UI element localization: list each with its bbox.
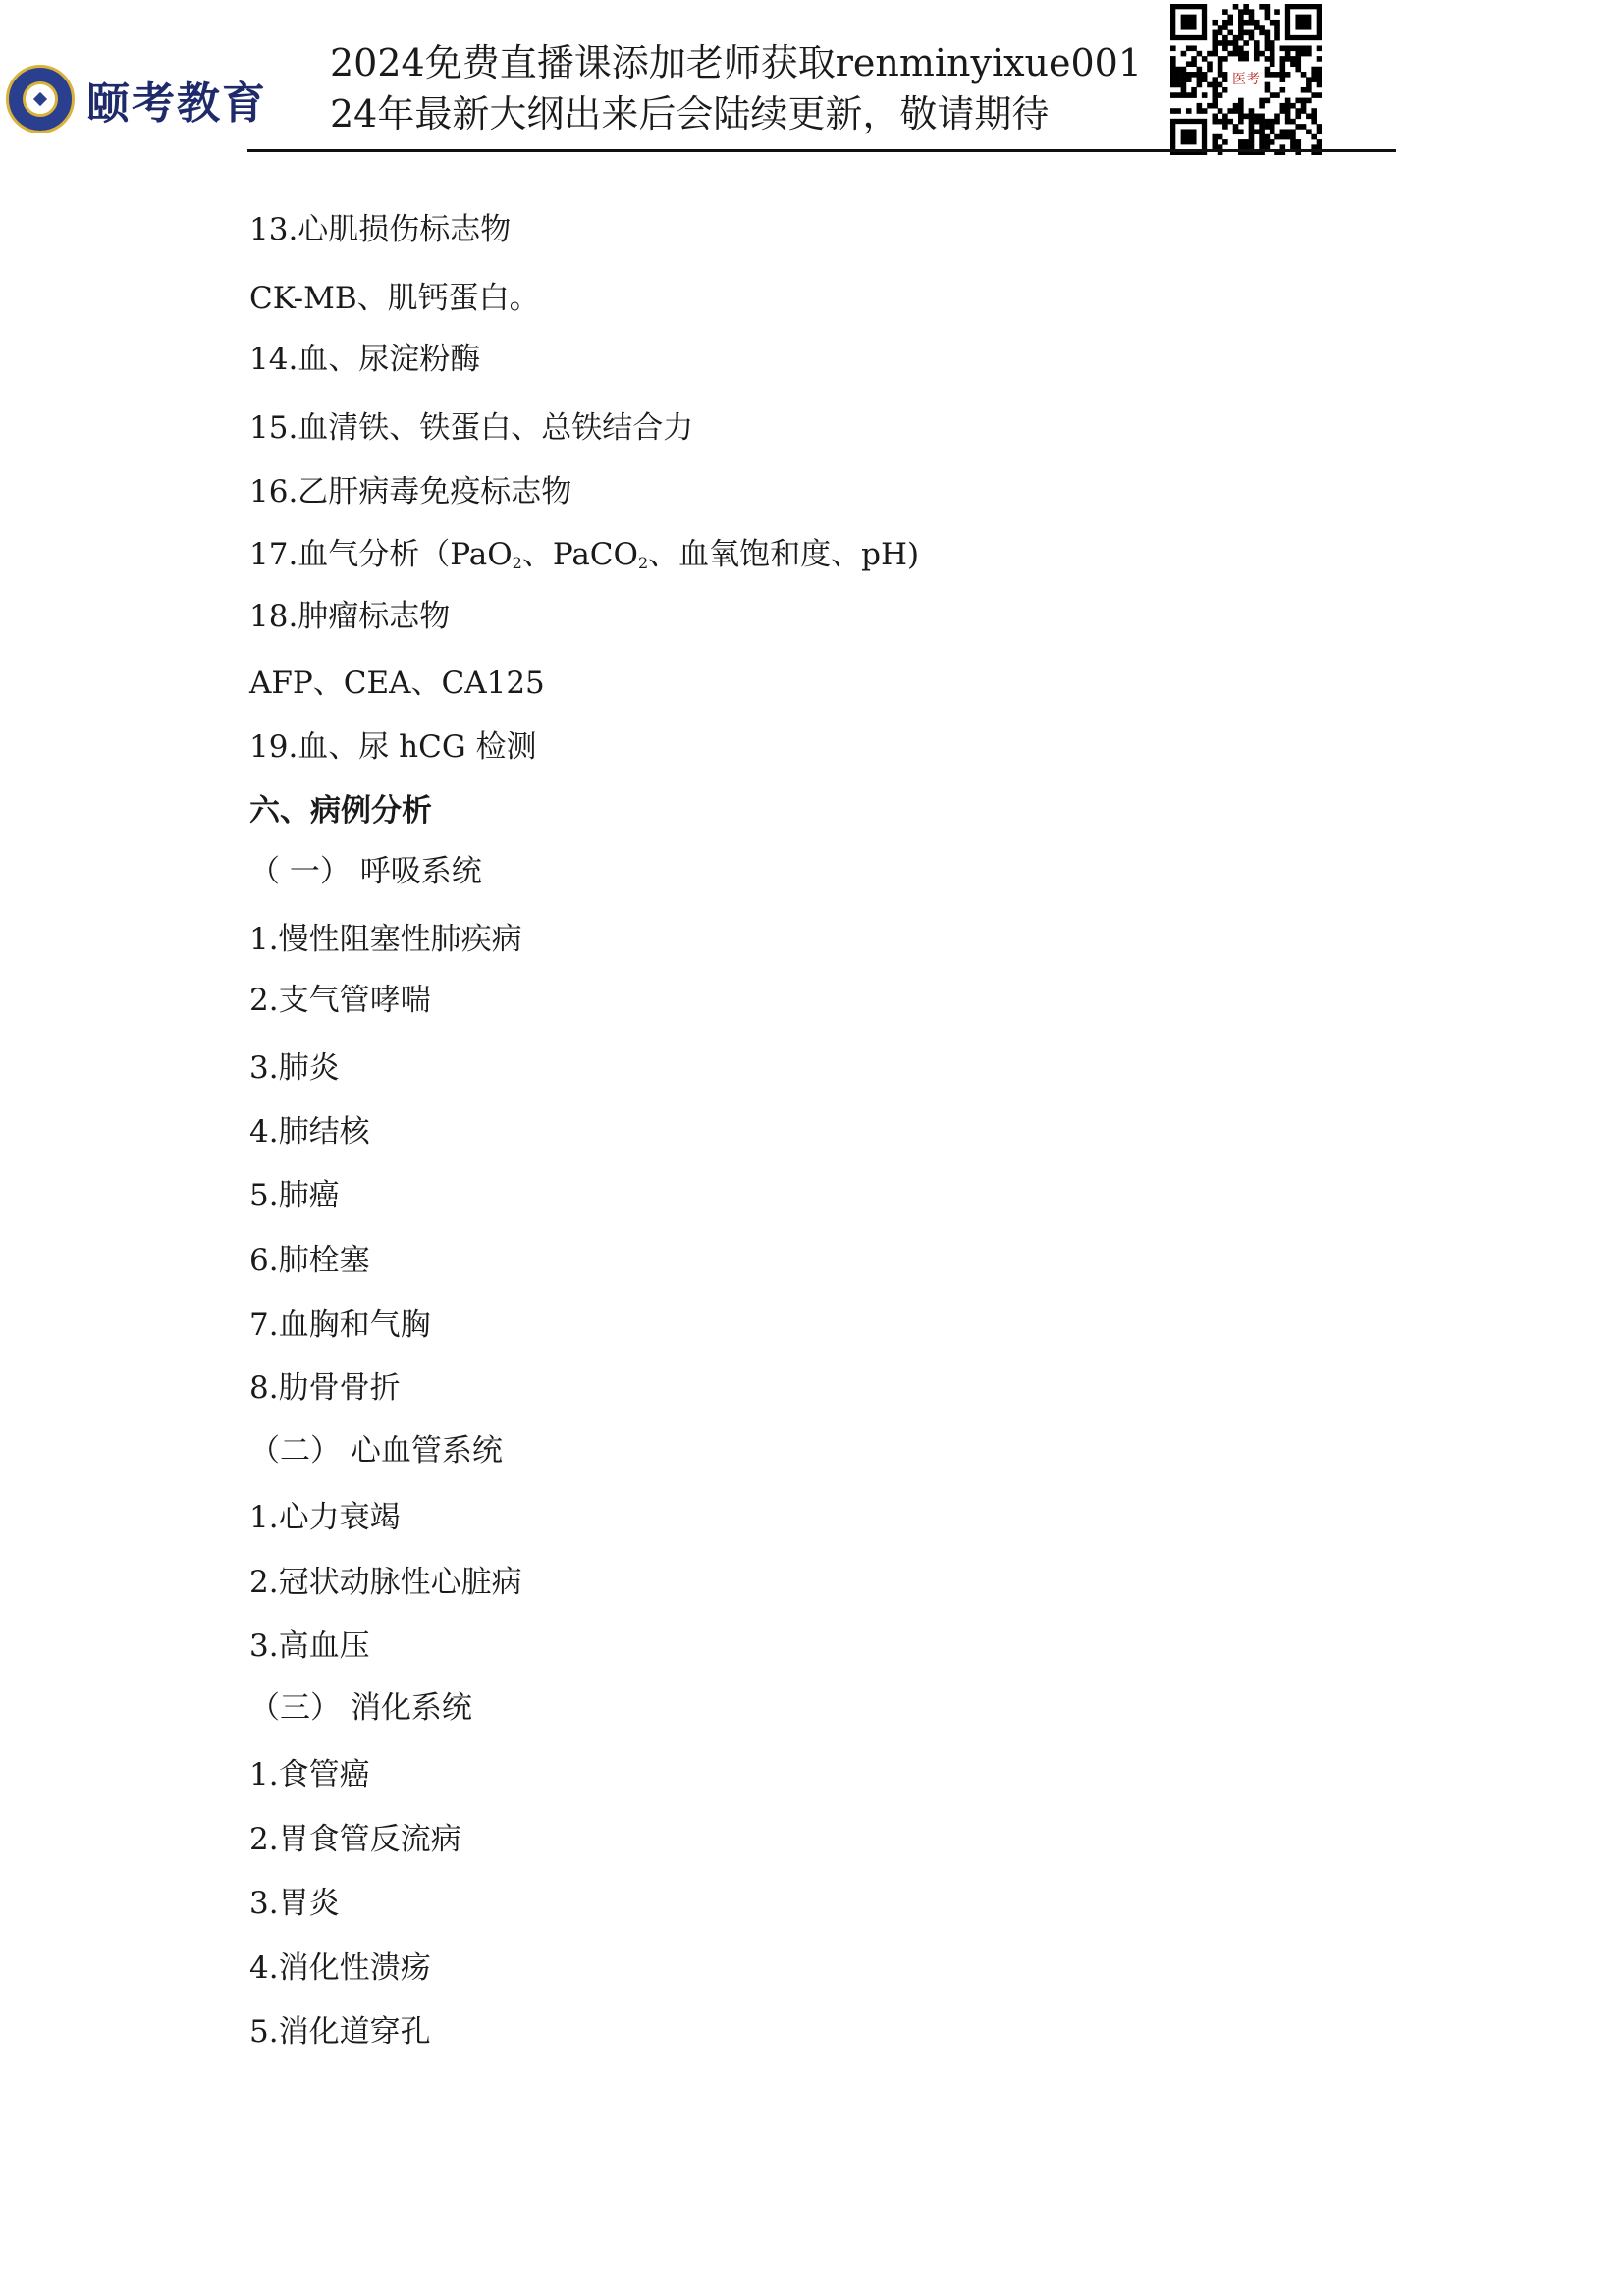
- list-item: 15.血清铁、铁蛋白、总铁结合力: [249, 410, 694, 446]
- list-item: 3.高血压: [249, 1629, 370, 1664]
- brand-name: 颐考教育: [86, 79, 267, 129]
- header-notice-line2: 24年最新大纲出来后会陆续更新，敬请期待: [330, 92, 1050, 135]
- list-item: CK-MB、肌钙蛋白。: [249, 281, 540, 316]
- list-item: 1.食管癌: [249, 1757, 370, 1792]
- list-item: 5.肺癌: [249, 1178, 340, 1213]
- list-item: 17.血气分析（PaO$_2$、PaCO$_2$、血氧饱和度、pH): [249, 537, 920, 572]
- qr-code-icon: [1170, 4, 1322, 155]
- list-item: 3.胃炎: [249, 1886, 340, 1921]
- list-item: 14.血、尿淀粉酶: [249, 342, 481, 377]
- list-item: 6.肺栓塞: [249, 1243, 370, 1278]
- list-item: 18.肿瘤标志物: [249, 599, 451, 634]
- list-item: 8.肋骨骨折: [249, 1370, 401, 1406]
- list-item: 4.肺结核: [249, 1114, 370, 1149]
- list-item: 2.支气管哮喘: [249, 983, 431, 1018]
- qr-center-label: 医考: [1232, 72, 1260, 88]
- header-divider: [247, 149, 1396, 152]
- header-notice: [330, 37, 1142, 139]
- list-item: 2.胃食管反流病: [249, 1822, 461, 1857]
- list-item: 16.乙肝病毒免疫标志物: [249, 474, 572, 509]
- list-item: 13.心肌损伤标志物: [249, 212, 512, 247]
- list-item: 7.血胸和气胸: [249, 1308, 431, 1343]
- subsection-heading: （三） 消化系统: [249, 1690, 472, 1726]
- subsection-heading: （ 一） 呼吸系统: [249, 854, 482, 889]
- brand-emblem-icon: [6, 65, 75, 133]
- list-item: 2.冠状动脉性心脏病: [249, 1565, 522, 1600]
- list-item: 19.血、尿 hCG 检测: [249, 729, 537, 765]
- list-item: 4.消化性溃疡: [249, 1950, 431, 1986]
- subsection-heading: （二） 心血管系统: [249, 1433, 503, 1468]
- list-item: 1.慢性阻塞性肺疾病: [249, 922, 522, 957]
- list-item: AFP、CEA、CA125: [249, 666, 545, 701]
- list-item: 5.消化道穿孔: [249, 2014, 431, 2050]
- brand-logo: [6, 65, 267, 133]
- list-item: 3.肺炎: [249, 1050, 340, 1086]
- section-heading: 六、病例分析: [249, 793, 432, 828]
- page-header: [0, 0, 1624, 157]
- list-item: 1.心力衰竭: [249, 1500, 401, 1535]
- header-notice-line1: 2024免费直播课添加老师获取renminyixue001: [330, 41, 1143, 84]
